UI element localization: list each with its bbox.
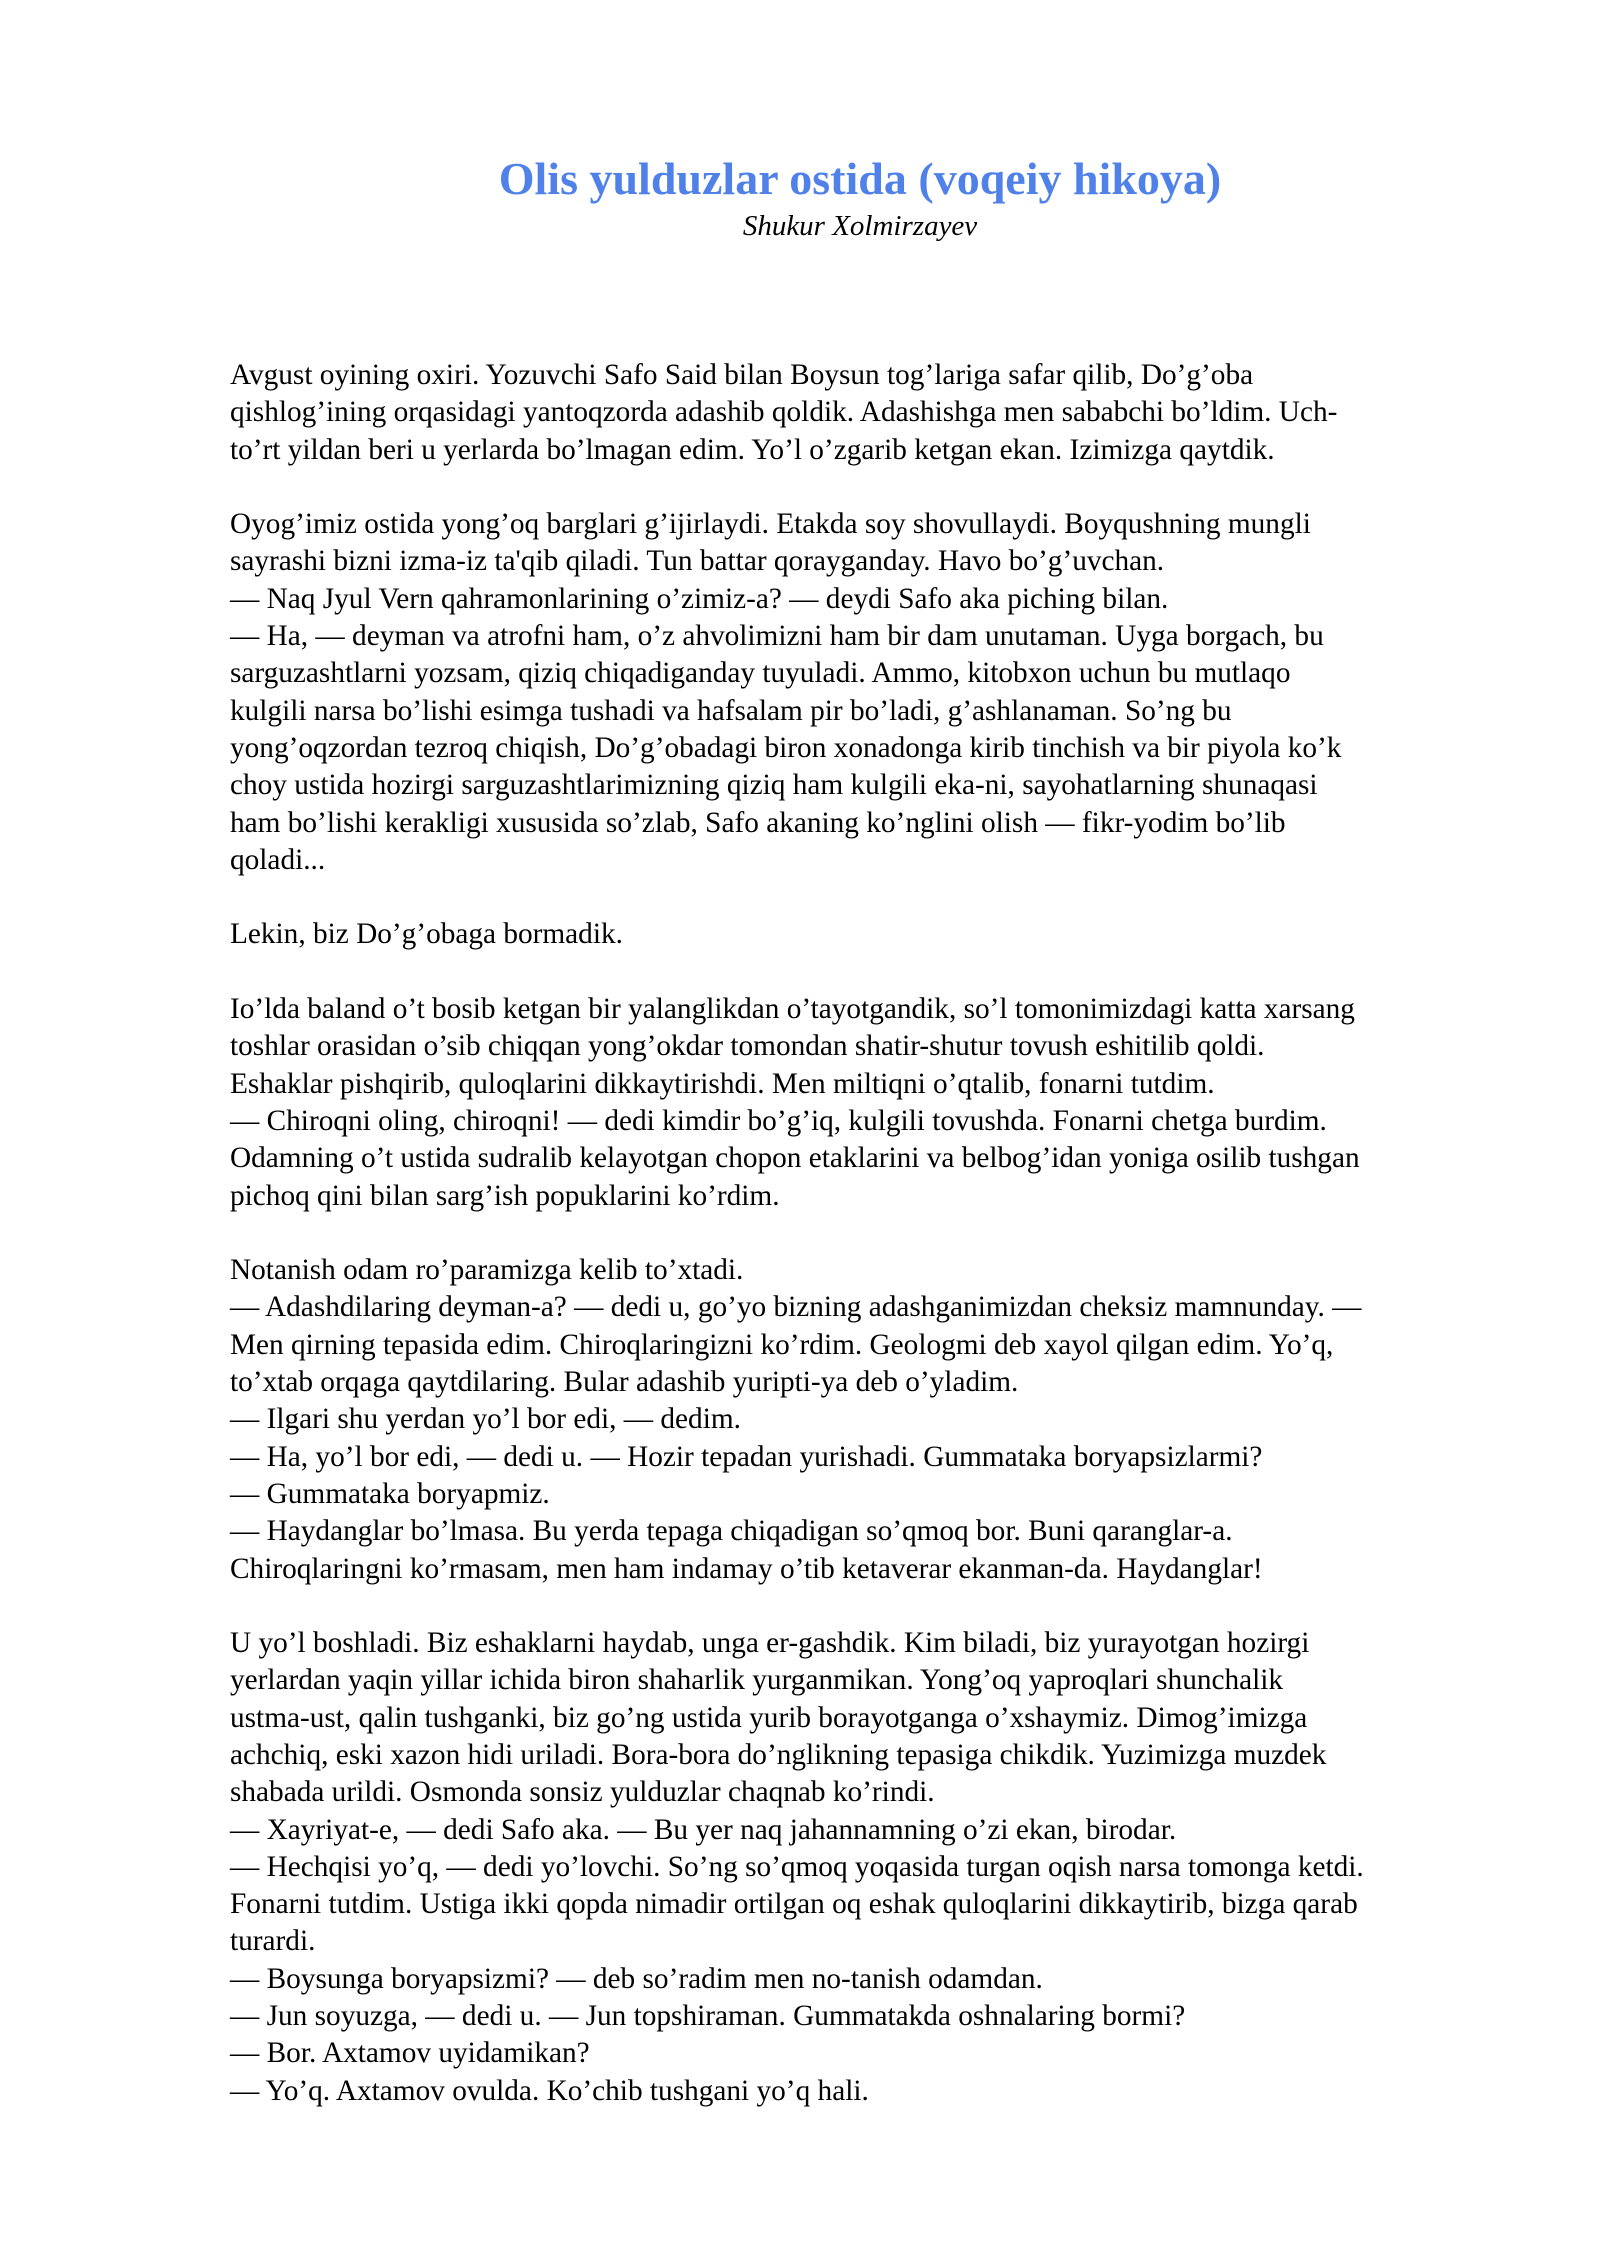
text-line: — Boysunga boryapsizmi? — deb so’radim men no-tanish odamdan. (230, 1962, 1043, 1995)
text-line: pichoq qini bilan sarg’ish popuklarini ko’rdim. (230, 1179, 780, 1212)
text-line: — Ha, yo’l bor edi, — dedi u. — Hozir tepadan yurishadi. Gummataka boryapsizlarmi? (230, 1440, 1263, 1473)
document-title: Olis yulduzlar ostida (voqeiy hikoya) (498, 153, 1222, 204)
text-line: achchiq, eski xazon hidi uriladi. Bora-bora do’nglikning tepasiga chikdik. Yuzimizga muzdek (230, 1738, 1327, 1771)
text-line: sayrashi bizni izma-iz ta'qib qiladi. Tun battar qorayganday. Havo bo’g’uvchan. (230, 545, 1165, 578)
text-line: ustma-ust, qalin tushganki, biz go’ng ustida yurib borayotganga o’xshaymiz. Dimog’imizga (230, 1701, 1308, 1734)
text-line: qishlog’ining orqasidagi yantoqzorda adashib qoldik. Adashishga men sababchi bo’ldim. Uch- (230, 396, 1338, 429)
text-line: yong’oqzordan tezroq chiqish, Do’g’obadagi biron xonadonga kirib tinchish va bir piyola ko’k (230, 731, 1342, 764)
text-line: Oyog’imiz ostida yong’oq barglari g’ijirlaydi. Etakda soy shovullaydi. Boyqushning mungli (230, 508, 1311, 541)
text-line: Eshaklar pishqirib, quloqlarini dikkaytirishdi. Men miltiqni o’qtalib, fonarni tutdim. (230, 1067, 1215, 1100)
text-line: — Chiroqni oling, chiroqni! — dedi kimdir bo’g’iq, kulgili tovushda. Fonarni chetga burdim. (230, 1104, 1327, 1137)
text-line: — Adashdilaring deyman-a? — dedi u, go’yo bizning adashganimizdan cheksiz mamnunday. — (230, 1291, 1362, 1324)
text-line: choy ustida hozirgi sarguzashtlarimizning qiziq ham kulgili eka-ni, sayohatlarning shunaqasi (230, 769, 1318, 802)
text-line: kulgili narsa bo’lishi esimga tushadi va hafsalam pir bo’ladi, g’ashlanaman. So’ng bu (230, 694, 1232, 727)
text-line: qoladi... (230, 843, 326, 876)
text-line: Avgust oyining oxiri. Yozuvchi Safo Said bilan Boysun tog’lariga safar qilib, Do’g’oba (230, 359, 1254, 391)
text-line: — Hechqisi yo’q, — dedi yo’lovchi. So’ng so’qmoq yoqasida turgan oqish narsa tomonga ketdi. (230, 1850, 1364, 1883)
text-line: to’xtab orqaga qaytdilaring. Bular adashib yuripti-ya deb o’yladim. (230, 1366, 1019, 1399)
document-author: Shukur Xolmirzayev (742, 210, 978, 242)
text-line: shabada urildi. Osmonda sonsiz yulduzlar chaqnab ko’rindi. (230, 1776, 935, 1809)
text-line: sarguzashtlarni yozsam, qiziq chiqadiganday tuyuladi. Ammo, kitobxon uchun bu mutlaqo (230, 657, 1291, 690)
text-line: Odamning o’t ustida sudralib kelayotgan chopon etaklarini va belbog’idan yoniga osilib tushgan (230, 1142, 1360, 1175)
text-line: Chiroqlaringni ko’rmasam, men ham indamay o’tib ketaverar ekanman-da. Haydanglar! (230, 1552, 1263, 1585)
text-line: — Gummataka boryapmiz. (230, 1477, 550, 1510)
paragraph (230, 1625, 1500, 2110)
text-line: Men qirning tepasida edim. Chiroqlaringizni ko’rdim. Geologmi deb xayol qilgan edim. Yo’q, (230, 1328, 1334, 1361)
paragraph (230, 1252, 1500, 1588)
text-line: — Ha, — deyman va atrofni ham, o’z ahvolimizni ham bir dam unutaman. Uyga borgach, bu (230, 620, 1324, 653)
text-line: Lekin, biz Do’g’obaga bormadik. (230, 918, 623, 951)
text-line: yerlardan yaqin yillar ichida biron shaharlik yurganmikan. Yong’oq yaproqlari shunchalik (230, 1664, 1284, 1697)
text-line: Notanish odam ro’paramizga kelib to’xtadi. (230, 1254, 744, 1287)
text-line: Io’lda baland o’t bosib ketgan bir yalanglikdan o’tayotgandik, so’l tomonimizdagi katta xarsang (230, 993, 1355, 1026)
document-body (230, 357, 1500, 2110)
text-line: to’rt yildan beri u yerlarda bo’lmagan edim. Yo’l o’zgarib ketgan ekan. Izimizga qaytdik. (230, 433, 1275, 466)
text-line: U yo’l boshladi. Biz eshaklarni haydab, unga er-gashdik. Kim biladi, biz yurayotgan hozirgi (230, 1627, 1310, 1660)
text-line: — Jun soyuzga, — dedi u. — Jun topshiraman. Gummatakda oshnalaring bormi? (230, 2000, 1186, 2033)
text-line: turardi. (230, 1925, 316, 1958)
paragraph (230, 916, 1500, 953)
text-line: — Yo’q. Axtamov ovulda. Ko’chib tushgani yo’q hali. (230, 2074, 869, 2107)
paragraph (230, 506, 1500, 879)
text-line: — Ilgari shu yerdan yo’l bor edi, — dedim. (230, 1403, 741, 1436)
text-line: — Bor. Axtamov uyidamikan? (230, 2037, 590, 2070)
text-line: — Haydanglar bo’lmasa. Bu yerda tepaga chiqadigan so’qmoq bor. Buni qaranglar-a. (230, 1515, 1233, 1548)
paragraph (230, 991, 1500, 1215)
text-line: Fonarni tutdim. Ustiga ikki qopda nimadir ortilgan oq eshak quloqlarini dikkaytirib, bizga qarab (230, 1888, 1358, 1921)
text-line: toshlar orasidan o’sib chiqqan yong’okdar tomondan shatir-shutur tovush eshitilib qoldi. (230, 1030, 1265, 1063)
text-line: ham bo’lishi kerakligi xususida so’zlab, Safo akaning ko’nglini olish — fikr-yodim bo’lib (230, 806, 1286, 839)
text-line: — Xayriyat-e, — dedi Safo aka. — Bu yer naq jahannamning o’zi ekan, birodar. (230, 1813, 1177, 1846)
text-line: — Naq Jyul Vern qahramonlarining o’zimiz-a? — deydi Safo aka piching bilan. (230, 582, 1169, 615)
paragraph (230, 357, 1500, 469)
